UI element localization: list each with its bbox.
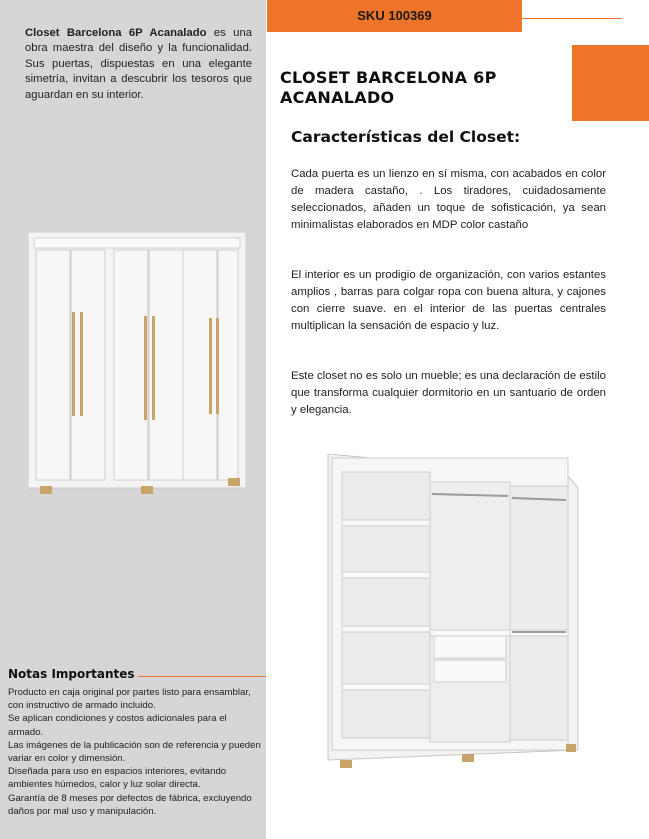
accent-block bbox=[572, 45, 649, 121]
sku-banner: SKU 100369 bbox=[267, 0, 522, 32]
sku-divider bbox=[522, 18, 622, 19]
notes-divider bbox=[138, 676, 266, 677]
product-title bbox=[280, 68, 540, 108]
intro-product-name: Closet Barcelona 6P Acanalado bbox=[25, 27, 207, 39]
note-item: Garantía de 8 meses por defectos de fábrica, excluyendo daños por mal uso y manipulación. bbox=[8, 792, 252, 817]
intro-description: es una obra maestra del diseño y la funcionalidad. Sus puertas, dispuestas en una elegante simetría, invitan a descubrir los tesoros que aguardan en su interior. bbox=[25, 27, 253, 101]
product-title-line-2: ACANALADO bbox=[280, 88, 395, 107]
note-item: Se aplican condiciones y costos adicionales para el armado. bbox=[8, 713, 227, 738]
product-title-line-1: CLOSET BARCELONA 6P bbox=[280, 68, 497, 87]
note-item: Diseñada para uso en espacios interiores, evitando ambientes húmedos, calor y luz solar directa. bbox=[8, 766, 227, 791]
characteristics-paragraph-1: Cada puerta es un lienzo en sí misma, con acabados en color de madera castaño, . Los tiradores, cuidadosamente seleccionados, añaden un toque de sofisticación, ya sean minimalistas elaborados en MDP color castaño bbox=[291, 168, 606, 231]
intro-text bbox=[25, 26, 252, 103]
open-wardrobe-image bbox=[322, 454, 584, 772]
note-item: Producto en caja original por partes listo para ensamblar, con instructivo de armado incluido. bbox=[8, 687, 251, 712]
characteristics-heading: Características del Closet: bbox=[291, 128, 521, 146]
note-item: Las imágenes de la publicación son de referencia y pueden variar en color y dimensión. bbox=[8, 739, 261, 765]
characteristics-paragraph-2: El interior es un prodigio de organización, con varios estantes amplios , barras para colgar ropa con buena altura, y cajones con cierre suave. en el interior de las puertas centrales multiplican la sensación de espacio y luz. bbox=[291, 269, 606, 332]
notes-list bbox=[8, 686, 264, 818]
notes-title: Notas Importantes bbox=[8, 667, 135, 681]
closed-wardrobe-image bbox=[28, 232, 246, 494]
characteristics-paragraph-3: Este closet no es solo un mueble; es una declaración de estilo que transforma cualquier dormitorio en un santuario de orden y elegancia. bbox=[291, 370, 606, 416]
